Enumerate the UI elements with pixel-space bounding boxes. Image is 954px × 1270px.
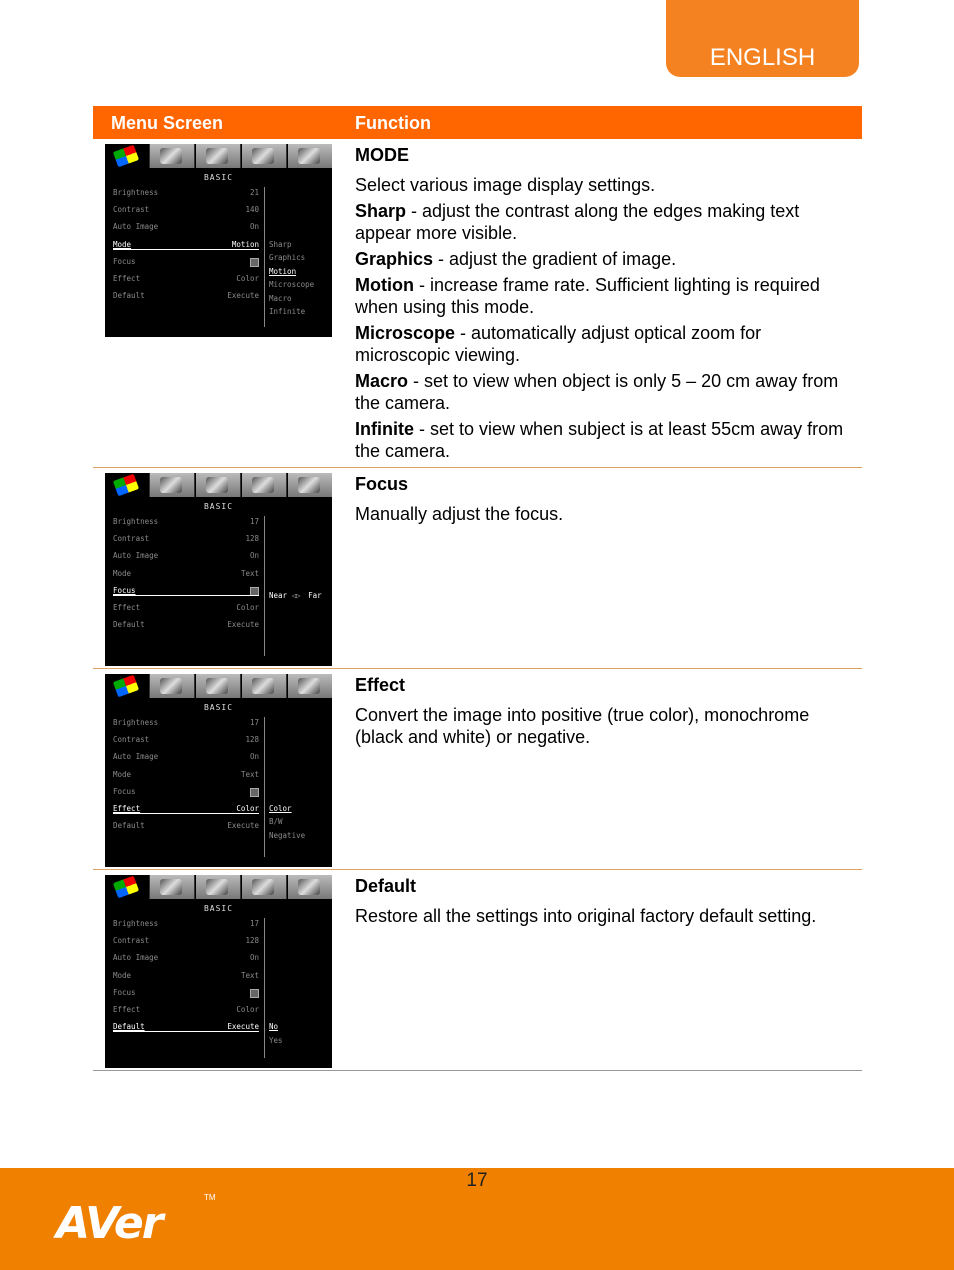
- settings-icon: [252, 477, 274, 493]
- osd-tab-3: [196, 674, 241, 698]
- function-heading: Effect: [355, 675, 406, 695]
- osd-tab-4: [242, 473, 287, 497]
- osd-tab-2: [150, 144, 195, 168]
- osd-item: Contrast 128: [113, 534, 259, 543]
- osd-title: BASIC: [203, 703, 234, 712]
- osd-tabs: [105, 144, 332, 168]
- function-text-focus: [355, 473, 855, 529]
- monitor-icon: [160, 879, 182, 895]
- color-palette-icon: [113, 675, 139, 698]
- osd-item: Default Execute: [113, 821, 259, 830]
- osd-tab-basic: [105, 875, 150, 899]
- osd-item-selected: Default Execute: [113, 1022, 259, 1031]
- function-heading: Default: [355, 876, 417, 896]
- function-item: Sharp - adjust the contrast along the edges making text appear more visible.: [355, 201, 800, 243]
- osd-option: Yes: [269, 1036, 283, 1045]
- osd-tab-5: [288, 473, 332, 497]
- settings-icon: [252, 879, 274, 895]
- far-label: Far: [308, 591, 322, 600]
- osd-screenshot-default: [105, 875, 332, 1068]
- col-menu-screen: Menu Screen: [111, 113, 224, 133]
- osd-title: BASIC: [203, 502, 234, 511]
- osd-item: Brightness 17: [113, 718, 259, 727]
- tools-icon: [206, 148, 228, 164]
- focus-icon: [250, 788, 259, 797]
- osd-item: Contrast 140: [113, 205, 259, 214]
- table-row-effect: [93, 669, 862, 870]
- osd-screenshot-focus: [105, 473, 332, 666]
- osd-tab-basic: [105, 473, 150, 497]
- osd-title: BASIC: [203, 173, 234, 182]
- osd-tab-2: [150, 875, 195, 899]
- focus-icon: [250, 258, 259, 267]
- col-function: Function: [355, 113, 431, 133]
- osd-tab-5: [288, 144, 332, 168]
- osd-tab-basic: [105, 144, 150, 168]
- osd-option-selected: Color: [269, 804, 292, 813]
- function-item: Motion - increase frame rate. Sufficient lighting is required when using this mode.: [355, 275, 820, 317]
- document-icon: [298, 678, 320, 694]
- osd-item-selected: Focus: [113, 586, 259, 595]
- osd-tab-5: [288, 875, 332, 899]
- monitor-icon: [160, 678, 182, 694]
- osd-item: Effect Color: [113, 274, 259, 283]
- osd-tab-2: [150, 674, 195, 698]
- osd-item: Default Execute: [113, 291, 259, 300]
- osd-tab-3: [196, 875, 241, 899]
- osd-tab-basic: [105, 674, 150, 698]
- table-row-mode: [93, 139, 862, 468]
- near-label: Near: [269, 591, 288, 600]
- color-palette-icon: [113, 145, 139, 168]
- osd-item-selected: Effect Color: [113, 804, 259, 813]
- color-palette-icon: [113, 474, 139, 497]
- osd-tabs: [105, 674, 332, 698]
- tools-icon: [206, 477, 228, 493]
- function-item: Macro - set to view when object is only 5 – 20 cm away from the camera.: [355, 371, 839, 413]
- osd-title: BASIC: [203, 904, 234, 913]
- function-text-effect: [355, 674, 855, 752]
- osd-tabs: [105, 875, 332, 899]
- focus-icon: [250, 587, 259, 596]
- osd-tab-4: [242, 674, 287, 698]
- osd-item: Brightness 17: [113, 919, 259, 928]
- osd-option: Microscope: [269, 280, 315, 289]
- osd-tab-3: [196, 473, 241, 497]
- osd-option-selected: No: [269, 1022, 279, 1031]
- function-item: Infinite - set to view when subject is at least 55cm away from the camera.: [355, 419, 844, 461]
- osd-item: Auto Image On: [113, 551, 259, 560]
- monitor-icon: [160, 477, 182, 493]
- function-text-default: [355, 875, 855, 931]
- osd-item: Contrast 128: [113, 936, 259, 945]
- osd-screenshot-mode: [105, 144, 332, 337]
- osd-item: Brightness 17: [113, 517, 259, 526]
- language-tab: [666, 0, 859, 77]
- function-intro: Manually adjust the focus.: [355, 504, 564, 524]
- osd-tab-5: [288, 674, 332, 698]
- osd-option: Negative: [269, 831, 306, 840]
- osd-option-selected: Motion: [269, 267, 297, 276]
- monitor-icon: [160, 148, 182, 164]
- osd-tab-4: [242, 875, 287, 899]
- osd-item: Brightness 21: [113, 188, 259, 197]
- menu-function-table: [93, 106, 862, 1071]
- osd-item: Auto Image On: [113, 752, 259, 761]
- tools-icon: [206, 678, 228, 694]
- focus-near-far-control: [269, 591, 322, 600]
- color-palette-icon: [113, 876, 139, 899]
- osd-item: Auto Image On: [113, 222, 259, 231]
- osd-divider: [264, 918, 265, 1058]
- focus-icon: [250, 989, 259, 998]
- aver-logo: AVer: [56, 1198, 162, 1249]
- osd-item: Focus: [113, 988, 259, 997]
- osd-item: Auto Image On: [113, 953, 259, 962]
- osd-item: Focus: [113, 787, 259, 796]
- document-icon: [298, 879, 320, 895]
- osd-divider: [264, 187, 265, 327]
- function-heading: MODE: [355, 145, 409, 165]
- page-number: 17: [466, 1170, 488, 1191]
- function-intro: Restore all the settings into original factory default setting.: [355, 906, 817, 926]
- osd-option: Sharp: [269, 240, 292, 249]
- table-row-default: [93, 870, 862, 1071]
- osd-option: Graphics: [269, 253, 306, 262]
- function-intro: Convert the image into positive (true color), monochrome (black and white) or negative.: [355, 705, 810, 747]
- document-icon: [298, 148, 320, 164]
- osd-option: B/W: [269, 817, 283, 826]
- osd-item: Contrast 128: [113, 735, 259, 744]
- osd-item: Mode Text: [113, 770, 259, 779]
- settings-icon: [252, 148, 274, 164]
- function-item: Microscope - automatically adjust optical zoom for microscopic viewing.: [355, 323, 762, 365]
- osd-divider: [264, 516, 265, 656]
- osd-option: Macro: [269, 294, 292, 303]
- osd-item: Mode Text: [113, 569, 259, 578]
- osd-item: Default Execute: [113, 620, 259, 629]
- osd-tab-3: [196, 144, 241, 168]
- tools-icon: [206, 879, 228, 895]
- function-item: Graphics - adjust the gradient of image.: [355, 249, 677, 269]
- osd-item: Effect Color: [113, 1005, 259, 1014]
- osd-tab-4: [242, 144, 287, 168]
- osd-tab-2: [150, 473, 195, 497]
- table-row-focus: [93, 468, 862, 669]
- document-icon: [298, 477, 320, 493]
- osd-item-selected: Mode Motion: [113, 240, 259, 249]
- osd-item: Mode Text: [113, 971, 259, 980]
- osd-option: Infinite: [269, 307, 306, 316]
- function-intro: Select various image display settings.: [355, 175, 656, 195]
- trademark-mark: TM: [204, 1193, 216, 1202]
- osd-divider: [264, 717, 265, 857]
- function-text-mode: [355, 144, 855, 466]
- language-label: ENGLISH: [709, 44, 816, 71]
- osd-tabs: [105, 473, 332, 497]
- osd-screenshot-effect: [105, 674, 332, 867]
- table-header: [93, 106, 862, 139]
- function-heading: Focus: [355, 474, 409, 494]
- osd-item: Effect Color: [113, 603, 259, 612]
- settings-icon: [252, 678, 274, 694]
- osd-item: Focus: [113, 257, 259, 266]
- arrow-left-icon: ◁▷: [291, 591, 301, 600]
